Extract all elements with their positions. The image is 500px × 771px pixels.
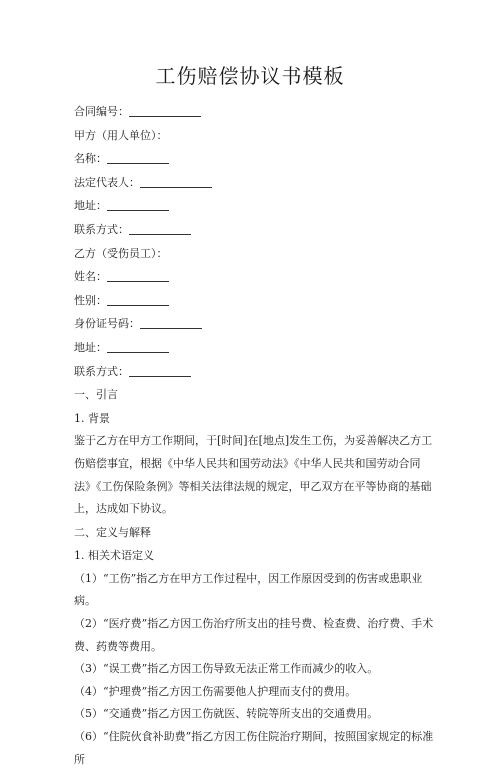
blank-line — [107, 293, 169, 306]
party-b-contact-field: 联系方式： — [74, 360, 434, 384]
section-heading-definitions: 二、定义与解释 — [74, 525, 151, 539]
blank-line — [107, 340, 169, 353]
party-a-address-field: 地址： — [74, 194, 434, 218]
blank-line — [129, 104, 201, 117]
blank-line — [107, 198, 169, 211]
contract-number-field: 合同编号： — [74, 100, 434, 124]
party-a-heading: 甲方（用人单位）： — [74, 128, 168, 142]
definition-item: （4）“护理费”指乙方因工伤需要他人护理而支付的费用。 — [74, 684, 357, 698]
party-b-name-field: 姓名： — [74, 265, 434, 289]
subsection-heading-background: 1. 背景 — [74, 411, 110, 425]
blank-line — [129, 222, 191, 235]
blank-line — [107, 151, 169, 164]
blank-line — [140, 316, 202, 329]
definition-item: （6）“住院伙食补助费”指乙方因工伤住院治疗期间，按照国家规定的标准所 — [74, 730, 434, 766]
section-heading-introduction: 一、引言 — [74, 388, 118, 402]
definition-item: （2）“医疗费”指乙方因工伤治疗所支出的挂号费、检查费、治疗费、手术费、药费等费用。 — [74, 617, 434, 653]
party-b-gender-field: 性别： — [74, 289, 434, 313]
subsection-heading-terms: 1. 相关术语定义 — [74, 549, 154, 563]
background-paragraph: 鉴于乙方在甲方工作期间，于[时间]在[地点]发生工伤，为妥善解决乙方工伤赔偿事宜，根据《中华人民共和国劳动法》《中华人民共和国劳动合同法》《工伤保险条例》等相关法律法规的规定，甲乙双方在平等协商的基础上，达成如下协议。 — [74, 434, 433, 516]
party-b-id-field: 身份证号码： — [74, 312, 434, 336]
party-a-contact-field: 联系方式： — [74, 218, 434, 242]
party-a-name-field: 名称： — [74, 147, 434, 171]
definition-item: （1）“工伤”指乙方在甲方工作过程中，因工作原因受到的伤害或患职业病。 — [74, 571, 423, 608]
definition-item: （3）“误工费”指乙方因工伤导致无法正常工作而减少的收入。 — [74, 662, 379, 676]
blank-line — [129, 364, 191, 377]
party-b-address-field: 地址： — [74, 336, 434, 360]
document-title: 工伤赔偿协议书模板 — [155, 64, 345, 88]
blank-line — [107, 269, 169, 282]
document-body — [74, 100, 434, 771]
party-b-heading: 乙方（受伤员工）： — [74, 246, 168, 260]
blank-line — [140, 175, 212, 188]
definition-item: （5）“交通费”指乙方因工伤就医、转院等所支出的交通费用。 — [74, 707, 379, 721]
party-a-representative-field: 法定代表人： — [74, 171, 434, 195]
